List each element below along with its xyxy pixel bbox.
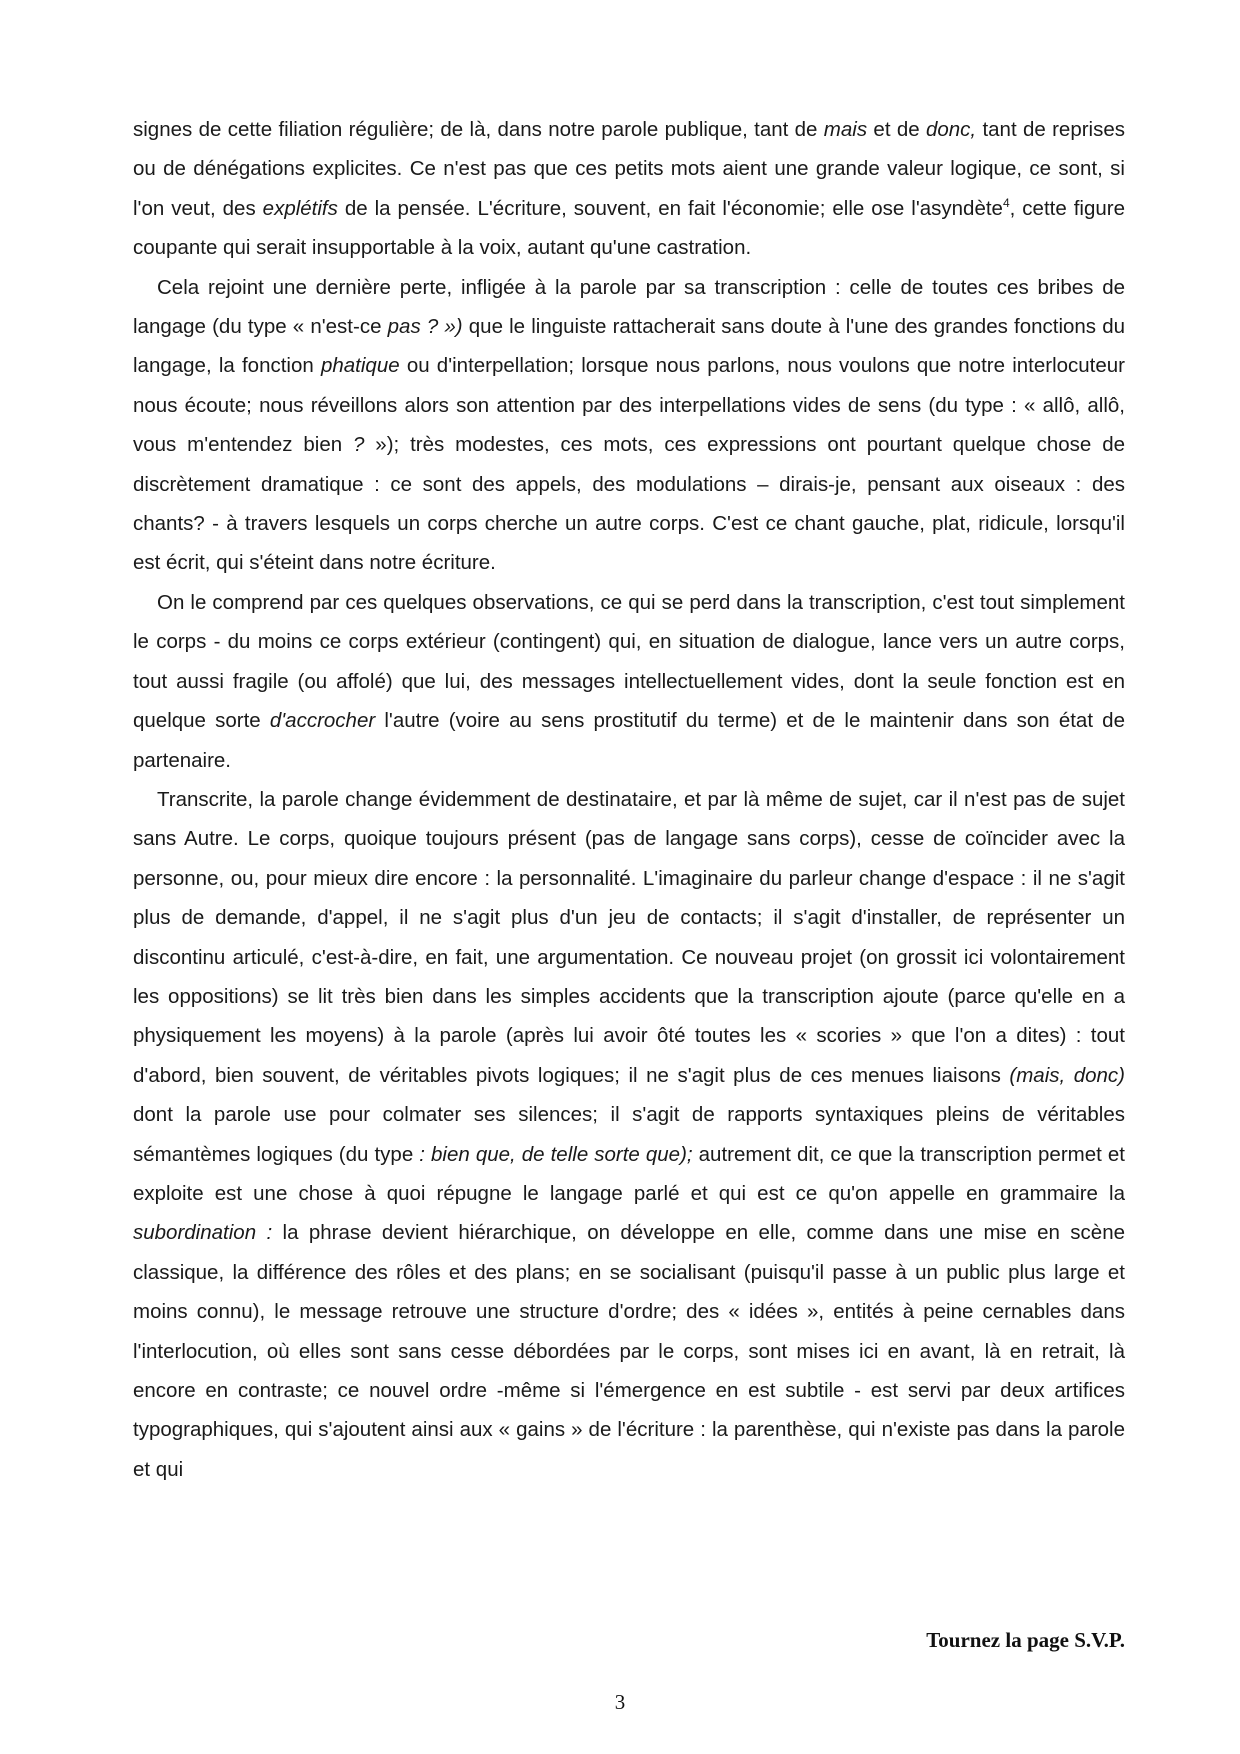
text-run: ou d'interpellation; lorsque nous parlons, nous voulons que notre interlocuteur nous écoute; nous réveillons alors son attention par des interpellations vides de sens (du type : « allô, allô, vous m'entendez bien <box>133 354 1126 457</box>
text-run: de la pensée. L'écriture, souvent, en fait l'économie; elle ose l'asyndète <box>337 196 1003 220</box>
footnote-ref: 4 <box>1002 195 1010 210</box>
text-run: , cette figure coupante qui serait insupportable à la voix, autant qu'une castration. <box>133 196 1125 260</box>
body-text <box>133 110 1125 1489</box>
italic-text: explétifs <box>262 196 338 220</box>
paragraph-p1 <box>133 110 1125 268</box>
turn-page-note: Tournez la page S.V.P. <box>926 1628 1125 1652</box>
paragraph-p4 <box>133 780 1125 1489</box>
text-run: dont la parole use pour colmater ses silences; il s'agit de rapports syntaxiques pleins de véritables sémantèmes logiques (du type <box>133 1103 1125 1166</box>
italic-text: subordination : <box>133 1221 273 1245</box>
text-run: et de <box>867 118 926 141</box>
italic-text: d'accrocher <box>269 709 376 733</box>
italic-text: ? <box>353 433 365 457</box>
text-run: que le linguiste rattacherait sans doute à l'une des grandes fonctions du langage, la fonction <box>133 315 1126 378</box>
italic-text: (mais, donc) <box>1009 1063 1126 1087</box>
italic-text: : bien que, de telle sorte que); <box>419 1142 693 1166</box>
text-run: autrement dit, ce que la transcription permet et exploite est une chose à quoi répugne le langage parlé et qui est ce qu'on appelle en grammaire la <box>133 1142 1125 1205</box>
page-number: 3 <box>614 1690 626 1714</box>
text-run: la phrase devient hiérarchique, on développe en elle, comme dans une mise en scène classique, la différence des rôles et des plans; en se socialisant (puisqu'il passe à un public plus large et moins connu), le message retrouve une structure d'ordre; des « idées », entités à peine cernables dans l'interlocution, où elles sont sans cesse débordées par le corps, sont mises ici en avant, là en retrait, là encore en contraste; ce nouvel ordre -même si l'émergence en est subtile - est servi par deux artifices typographiques, qui s'ajoutent ainsi aux « gains » de l'écriture : la parenthèse, qui n'existe pas dans la parole et qui <box>133 1221 1126 1481</box>
paragraph-p2 <box>133 268 1125 583</box>
text-run: l'autre (voire au sens prostitutif du terme) et de le maintenir dans son état de partenaire. <box>133 709 1125 772</box>
text-run: signes de cette filiation régulière; de là, dans notre parole publique, tant de <box>133 118 824 141</box>
italic-text: mais <box>823 118 868 141</box>
paragraph-p3 <box>133 583 1125 780</box>
italic-text: pas ? ») <box>387 315 463 339</box>
text-run: tant de reprises ou de dénégations explicites. Ce n'est pas que ces petits mots aient une grande valeur logique, ce sont, si l'on veut, des <box>133 118 1125 220</box>
italic-text: donc, <box>925 118 977 141</box>
text-run: Transcrite, la parole change évidemment de destinataire, et par là même de sujet, car il n'est pas de sujet sans Autre. Le corps, quoique toujours présent (pas de langage sans corps), cesse de coïncider avec la personne, ou, pour mieux dire encore : la personnalité. L'imaginaire du parleur change d'espace : il ne s'agit plus de demande, d'appel, il ne s'agit plus d'un jeu de contacts; il s'agit d'installer, de représenter un discontinu articulé, c'est-à-dire, en fait, une argumentation. Ce nouveau projet (on grossit ici volontairement les oppositions) se lit très bien dans les simples accidents que la transcription ajoute (parce qu'elle en a physiquement les moyens) à la parole (après lui avoir ôté toutes les « scories » que l'on a dites) : tout d'abord, bien souvent, de véritables pivots logiques; il ne s'agit plus de ces menues liaisons <box>133 787 1125 1087</box>
text-run: Cela rejoint une dernière perte, infligée à la parole par sa transcription : celle de toutes ces bribes de langage (du type « n'est-ce <box>133 275 1125 339</box>
text-run: »); très modestes, ces mots, ces expressions ont pourtant quelque chose de discrètement dramatique : ce sont des appels, des modulations – dirais-je, pensant aux oiseaux : des chants? - à travers lesquels un corps cherche un autre corps. C'est ce chant gauche, plat, ridicule, lorsqu'il est écrit, qui s'éteint dans notre écriture. <box>133 433 1125 575</box>
text-run: On le comprend par ces quelques observations, ce qui se perd dans la transcription, c'est tout simplement le corps - du moins ce corps extérieur (contingent) qui, en situation de dialogue, lance vers un autre corps, tout aussi fragile (ou affolé) que lui, des messages intellectuellement vides, dont la seule fonction est en quelque sorte <box>133 590 1125 733</box>
italic-text: phatique <box>320 354 400 378</box>
